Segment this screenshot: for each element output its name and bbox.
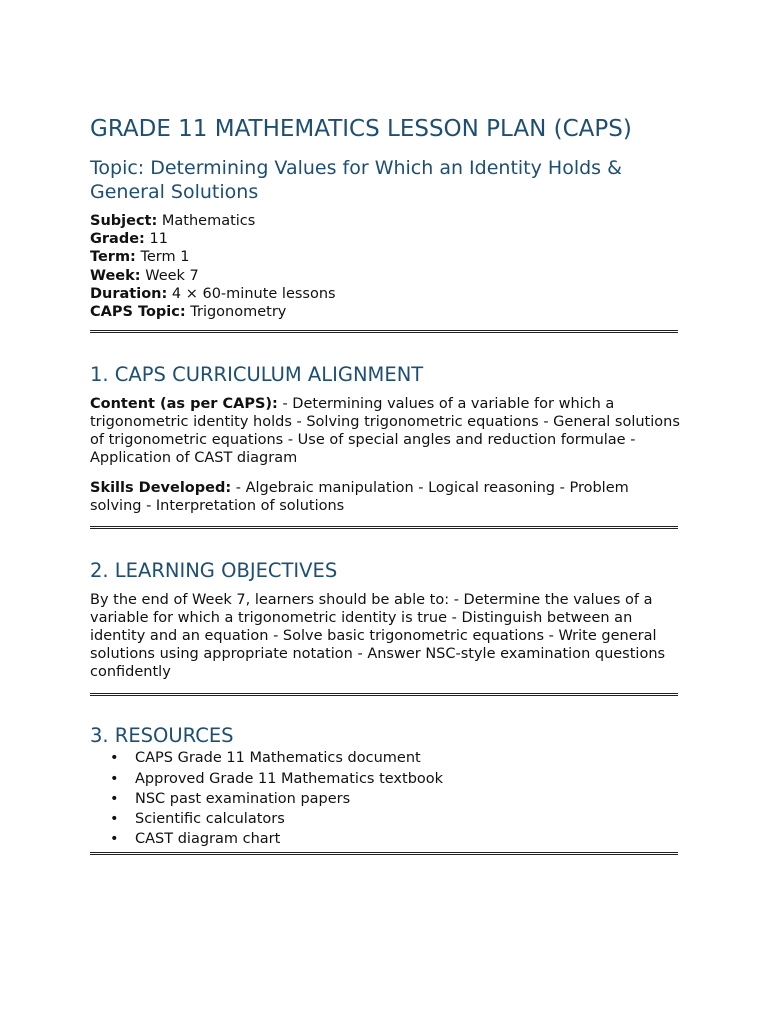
meta-label: Grade: (90, 231, 145, 248)
meta-label: Subject: (90, 213, 158, 229)
bullet-icon: • (110, 831, 119, 848)
list-item-text: Scientific calculators (135, 811, 285, 828)
skills-text: - Algebraic manipulation - Logical reasoning - Problem solving - Interpretation of solutions (90, 480, 629, 515)
meta-value: Week 7 (140, 267, 199, 284)
section-divider (90, 693, 678, 696)
bullet-icon: • (110, 770, 119, 787)
section-heading-curriculum: 1. CAPS CURRICULUM ALIGNMENT (90, 363, 424, 387)
list-item-text: CAPS Grade 11 Mathematics document (135, 750, 421, 767)
content-label: Content (as per CAPS): (90, 396, 278, 413)
section-heading-objectives: 2. LEARNING OBJECTIVES (90, 559, 338, 583)
meta-caps-topic (90, 303, 680, 321)
meta-label: CAPS Topic: (90, 304, 186, 321)
meta-grade (90, 230, 680, 248)
list-item (90, 769, 680, 789)
page-title: GRADE 11 MATHEMATICS LESSON PLAN (CAPS) (90, 116, 632, 142)
bullet-icon: • (110, 811, 119, 828)
skills-paragraph (90, 479, 680, 515)
list-item-text: Approved Grade 11 Mathematics textbook (135, 770, 444, 787)
list-item-text: NSC past examination papers (135, 790, 351, 807)
content-paragraph (90, 395, 680, 467)
section-divider (90, 526, 678, 529)
meta-subject (90, 212, 680, 230)
list-item (90, 748, 680, 768)
resources-list (90, 748, 680, 849)
list-item (90, 829, 680, 849)
skills-label: Skills Developed: (90, 480, 232, 497)
meta-value: Mathematics (157, 213, 256, 229)
topic-heading: Topic: Determining Values for Which an Identity Holds & General Solutions (90, 157, 622, 203)
meta-value: 4 × 60-minute lessons (167, 285, 336, 302)
section-heading-resources: 3. RESOURCES (90, 724, 234, 748)
list-item (90, 789, 680, 809)
list-item (90, 809, 680, 829)
lesson-meta (90, 212, 680, 321)
meta-duration (90, 285, 680, 303)
meta-value: 11 (144, 231, 168, 248)
meta-value: Trigonometry (185, 304, 287, 321)
meta-label: Duration: (90, 285, 168, 302)
section-divider (90, 852, 678, 855)
list-item-text: CAST diagram chart (135, 831, 281, 848)
meta-value: Term 1 (135, 249, 190, 266)
document-content (90, 114, 680, 855)
bullet-icon: • (110, 790, 119, 807)
meta-label: Week: (90, 267, 141, 284)
section-divider (90, 330, 678, 333)
meta-term (90, 248, 680, 266)
meta-label: Term: (90, 249, 136, 266)
bullet-icon: • (110, 750, 119, 767)
objectives-paragraph: By the end of Week 7, learners should be able to: - Determine the values of a variable for which a trigonometric identity is true - Distinguish between an identity and an equation - Solve basic trigonometric equations - Write general solutions using appropriate notation - Answer NSC-style examination questions confidently (90, 592, 666, 681)
meta-week (90, 267, 680, 285)
content-text: - Determining values of a variable for which a trigonometric identity holds - Solving trigonometric equations - General solutions of trigonometric equations - Use of special angles and reduction formulae - Application of CAST diagram (90, 396, 680, 467)
